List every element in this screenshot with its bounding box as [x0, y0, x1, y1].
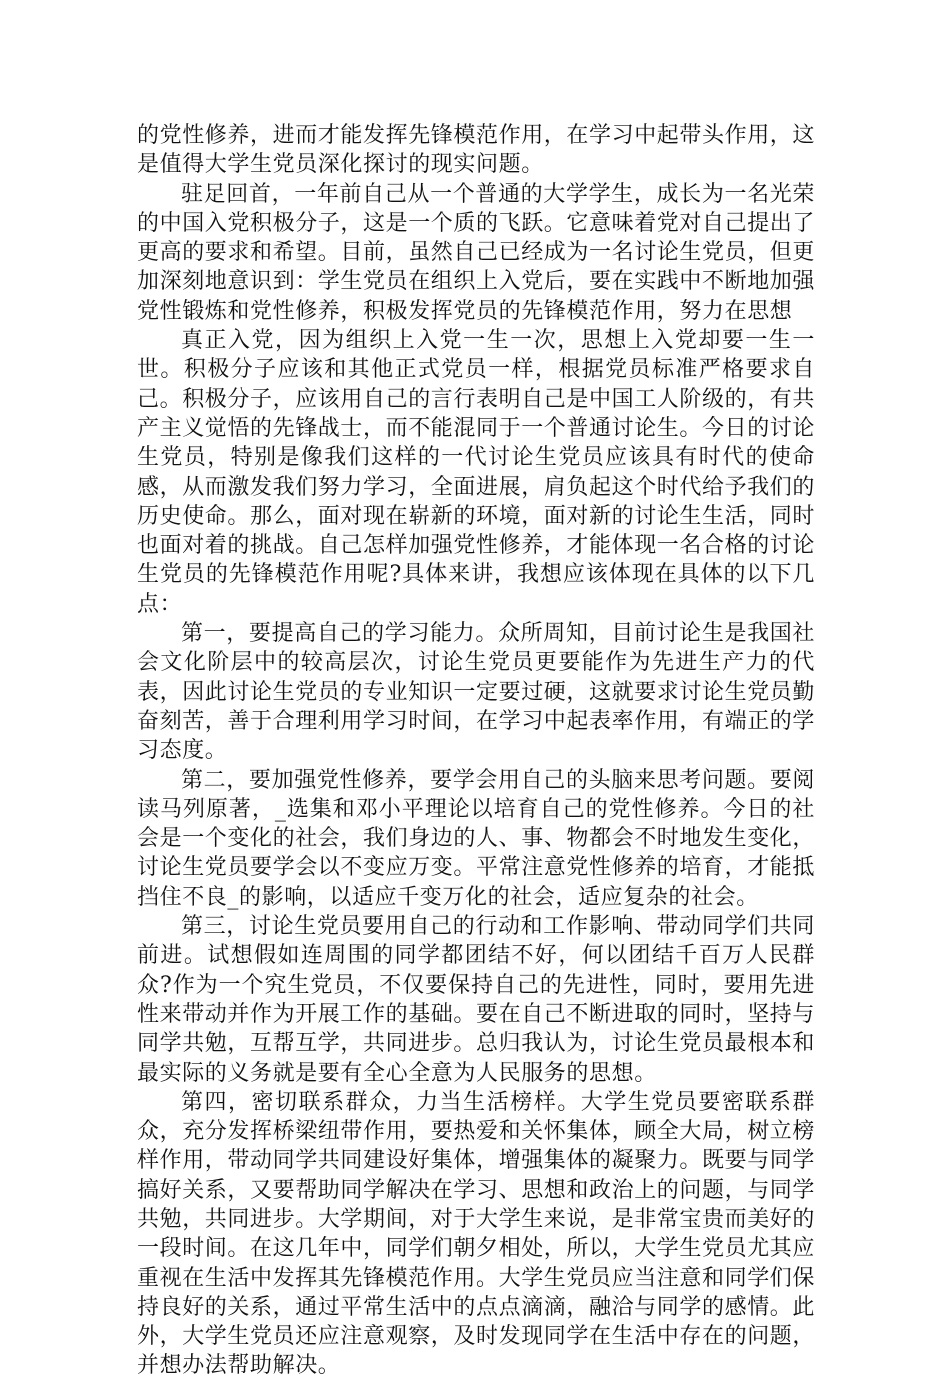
paragraph-7: 第四，密切联系群众，力当生活榜样。大学生党员要密联系群众，充分发挥桥梁纽带作用，要热爱和关怀集体，顾全大局，树立榜样作用，带动同学共同建设好集体，增强集体的凝聚力。既要与同学搞好关系，又要帮助同学解决在学习、思想和政治上的问题，与同学共勉，共同进步。大学期间，对于大学生来说，是非常宝贵而美好的一段时间。在这几年中，同学们朝夕相处，所以，大学生党员尤其应重视在生活中发挥其先锋模范作用。大学生党员应当注意和同学们保持良好的关系，通过平常生活中的点点滴滴，融洽与同学的感情。此外，大学生党员还应注意观察，及时发现同学在生活中存在的问题，并想办法帮助解决。: [137, 1089, 816, 1379]
paragraph-3: 真正入党，因为组织上入党一生一次，思想上入党却要一生一世。积极分子应该和其他正式党员一样，根据党员标准严格要求自己。积极分子，应该用自己的言行表明自己是中国工人阶级的，有共产主义觉悟的先锋战士，而不能混同于一个普通讨论生。今日的讨论生党员，特别是像我们这样的一代讨论生党员应该具有时代的使命感，从而激发我们努力学习，全面进展，肩负起这个时代给予我们的历史使命。那么，面对现在崭新的环境，面对新的讨论生生活，同时也面对着的挑战。自己怎样加强党性修养，才能体现一名合格的讨论生党员的先锋模范作用呢?具体来讲，我想应该体现在具体的以下几点：: [137, 328, 816, 617]
paragraph-1: 的党性修养，进而才能发挥先锋模范作用，在学习中起带头作用，这是值得大学生党员深化探讨的现实问题。: [137, 123, 816, 178]
paragraph-5: 第二，要加强党性修养，要学会用自己的头脑来思考问题。要阅读马列原著，_选集和邓小平理论以培育自己的党性修养。今日的社会是一个变化的社会，我们身边的人、事、物都会不时地发生变化，讨论生党员要学会以不变应万变。平常注意党性修养的培育，才能抵挡住不良_的影响，以适应千变万化的社会，适应复杂的社会。: [137, 767, 816, 910]
document-body: [137, 121, 815, 1381]
paragraph-2: 驻足回首，一年前自己从一个普通的大学学生，成长为一名光荣的中国入党积极分子，这是一个质的飞跃。它意味着党对自己提出了更高的要求和希望。目前，虽然自己已经成为一名讨论生党员，但更加深刻地意识到：学生党员在组织上入党后，要在实践中不断地加强党性锻炼和党性修养，积极发挥党员的先锋模范作用，努力在思想: [137, 181, 816, 324]
paragraph-6: 第三，讨论生党员要用自己的行动和工作影响、带动同学们共同前进。试想假如连周围的同学都团结不好，何以团结千百万人民群众?作为一个究生党员，不仅要保持自己的先进性，同时，要用先进性来带动并作为开展工作的基础。要在自己不断进取的同时，坚持与同学共勉，互帮互学，共同进步。总归我认为，讨论生党员最根本和最实际的义务就是要有全心全意为人民服务的思想。: [137, 914, 816, 1086]
paragraph-4: 第一，要提高自己的学习能力。众所周知，目前讨论生是我国社会文化阶层中的较高层次，讨论生党员更要能作为先进生产力的代表，因此讨论生党员的专业知识一定要过硬，这就要求讨论生党员勤奋刻苦，善于合理利用学习时间，在学习中起表率作用，有端正的学习态度。: [137, 621, 816, 764]
